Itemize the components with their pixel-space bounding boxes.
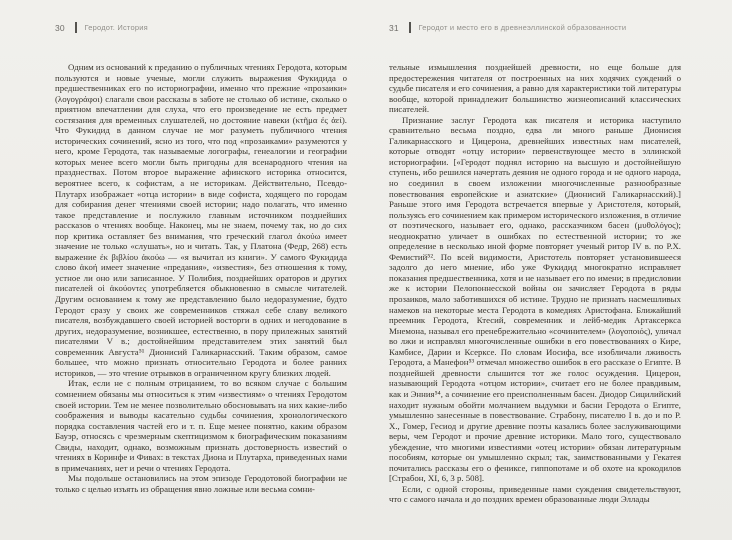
paragraph: тельные измышления позднейшей древности, но еще больше для предостережения читателя от построенных на них ходячих суждений о судьбе писателя и его сочинения, а равно для характеристики той литературы вообще, которой принадлежит большинство жизнеописаний классических писателей.	[389, 62, 681, 115]
page-right-body	[389, 62, 681, 518]
header-divider	[75, 22, 77, 33]
page-right-header	[389, 22, 681, 33]
paragraph: Одним из оснований к преданию о публичных чтениях Геродота, которым пользуются и новые ученые, могли служить выражения Фукидида о предшественниках его по историографии, именно что прежние «прозаики» (λογογράφοι) слагали свои рассказы в заботе не столько об истине, сколько о приятном впечатлении для слуха, что его произведение не есть предмет состязания для временных слушателей, но достояние навеки (κτῆμα ἐς ἀεί). Что Фукидид в данном случае не мог разуметь публичного чтения исторических сочинений, ясно из того, что под «прозаиками» разумеются у него, кроме Геродота, так называемые логографы, генеалогии и географии которых менее всего могли быть пригодны для всенародного чтения на празднествах. Потом второе выражение афинского историка относится, вероятнее всего, к софистам, а не историкам. Действительно, Псевдо-Плутарх изображает «отца истории» в виде софиста, ходящего по городам для собирания денег чтениями своей истории; надо полагать, что именно такое представление и послужило главным источником позднейших рассказов о чтениях вообще. Наконец, мы не знаем, почему так, но до сих пор критика оставляет без внимания, что греческий глагол ἀκούω имеет значение не только «слушать», но и читать. Так, у Платона (Федр, 268) есть выражение ἐκ βιβλίου ἀκούω — «я вычитал из книги». У самого Фукидида слово ἀκοή имеет значение «предания», «известия», без отношения к тому, устное ли оно или записанное. У Полибия, позднейших ораторов и других писателей οἱ ἀκούοντες употребляется обыкновенно в смысле читателей. Другим основанием к тому же представлению было недоразумение, будто Геродот сразу у своих же современников стяжал себе славу великого писателя, возбуждавшего своей историей восторги в одних и негодование в других, недоразумение, возникшее, естественно, в пору прилежных занятий писателями V в.; достойнейшим представителем этих занятий был современник Августа⁵¹ Дионисий Галикарнасский. Таким образом, самое большее, что можно признать относительно Геродота и более ранних историков, — это чтение отрывков в ограниченном кругу близких людей.	[55, 62, 347, 378]
header-divider	[409, 22, 411, 33]
page-right-running-title: Геродот и место его в древнеэллинской образованности	[418, 23, 627, 32]
paragraph: Признание заслуг Геродота как писателя и историка наступило сравнительно весьма поздно, едва ли много раньше Дионисия Галикарнасского и Цицерона, древнейших известных нам писателей, которые отводят «отцу истории» первенствующее место в эллинской историографии. [«Геродот поднял историю на высшую и достойнейшую ступень, ибо решился начертать деяния не одного города и не одного народа, но соединил в своем изложении многочисленные разнообразные повествования европейские и азиатские» (Дионисий Галикарнасский).] Раньше этого имя Геродота встречается впервые у Аристотеля, который, пользуясь его сочинением как примером исторического изложения, в отличие от поэтического, называет его, однако, рассказчиком басен (μυθολόγος); неоднократно уличает в ошибках по естественной истории; то же определение в несколько иной форме повторяет ученый ритор IV в. по Р.Х. Фемистий⁵². По всей видимости, Аристотель повторяет установившееся задолго до него мнение, ибо уже Фукидид многократно исправляет показания предшественника, хотя и не называет его по имени; в предисловии же к истории Пелопоннесской войны он зачисляет Геродота в ряды прозаиков, мало заботившихся об истине. Трудно не признать насмешливых намеков на некоторые места Геродота в комедиях Аристофана. Ближайший преемник Геродота, Ктесий, современник и лейб-медик Артаксеркса Мнемона, называл его пренебрежительно «сочинителем» (λογοποιός), уличал во лжи и исправлял многочисленные ошибки в его повествованиях о Кире, Камбисе, Дарии и Ксерксе. По словам Иосифа, все изобличали лживость Геродота, а Манефон⁵³ отмечал множество ошибок в его рассказе о Египте. В позднейшей древности слышится тот же голос осуждения. Цицерон, называющий Геродота «отцом истории», считает его не более правдивым, как и Энния⁵⁴, а сочинение его преисполненным басен. Диодор Сицилийский находит нужным обойти молчанием выдумки и басни Геродота о Египте, умышленно занесенные в повествование. Страбону, писателю I в. до и по Р. Х., Гомер, Гесиод и другие древние поэты казались более заслуживающими веры, чем Геродот и прочие древние историки. Мало того, существовало убеждение, что многими известиями «отец истории» обязан литературным пособиям, которые он умышленно скрыл; так, заимствованными у Гекатея почитались рассказы его о фениксе, гиппопотаме и об охоте на крокодилов [Страбон, XI, 6, 3 p. 508].	[389, 114, 681, 484]
page-left-header	[55, 22, 347, 33]
paragraph: Мы подольше остановились на этом эпизоде Геродотовой биографии не только с целью изъять из обращения явно ложные или весьма сомни-	[55, 473, 347, 494]
page-left	[55, 0, 347, 540]
page-right-number: 31	[389, 22, 399, 33]
page-left-number: 30	[55, 22, 65, 33]
page-left-body	[55, 62, 347, 518]
page-left-running-title: Геродот. История	[84, 23, 148, 32]
paragraph: Итак, если не с полным отрицанием, то во всяком случае с большим сомнением обязаны мы относиться к этим «известиям» о чтениях Геродотом своей истории. Тем не менее позволительно обосновывать на них какие-либо соображения и выводы касательно судьбы сочинения, хронологического порядка составления частей его и т. п. Еще менее понятно, каким образом Бауэр, относясь с чрезмерным скептицизмом к биографическим показаниям Свиды, находит, однако, возможным признать достоверность известий о чтениях в Коринфе и Фивах: в текстах Диона и Плутарха, приведенных нами в примечаниях, нет и речи о чтениях Геродота.	[55, 378, 347, 473]
paragraph: Если, с одной стороны, приведенные нами суждения свидетельствуют, что с самого начала и до поздних времен образованные люди Эллады	[389, 483, 681, 505]
page-right	[389, 0, 681, 540]
